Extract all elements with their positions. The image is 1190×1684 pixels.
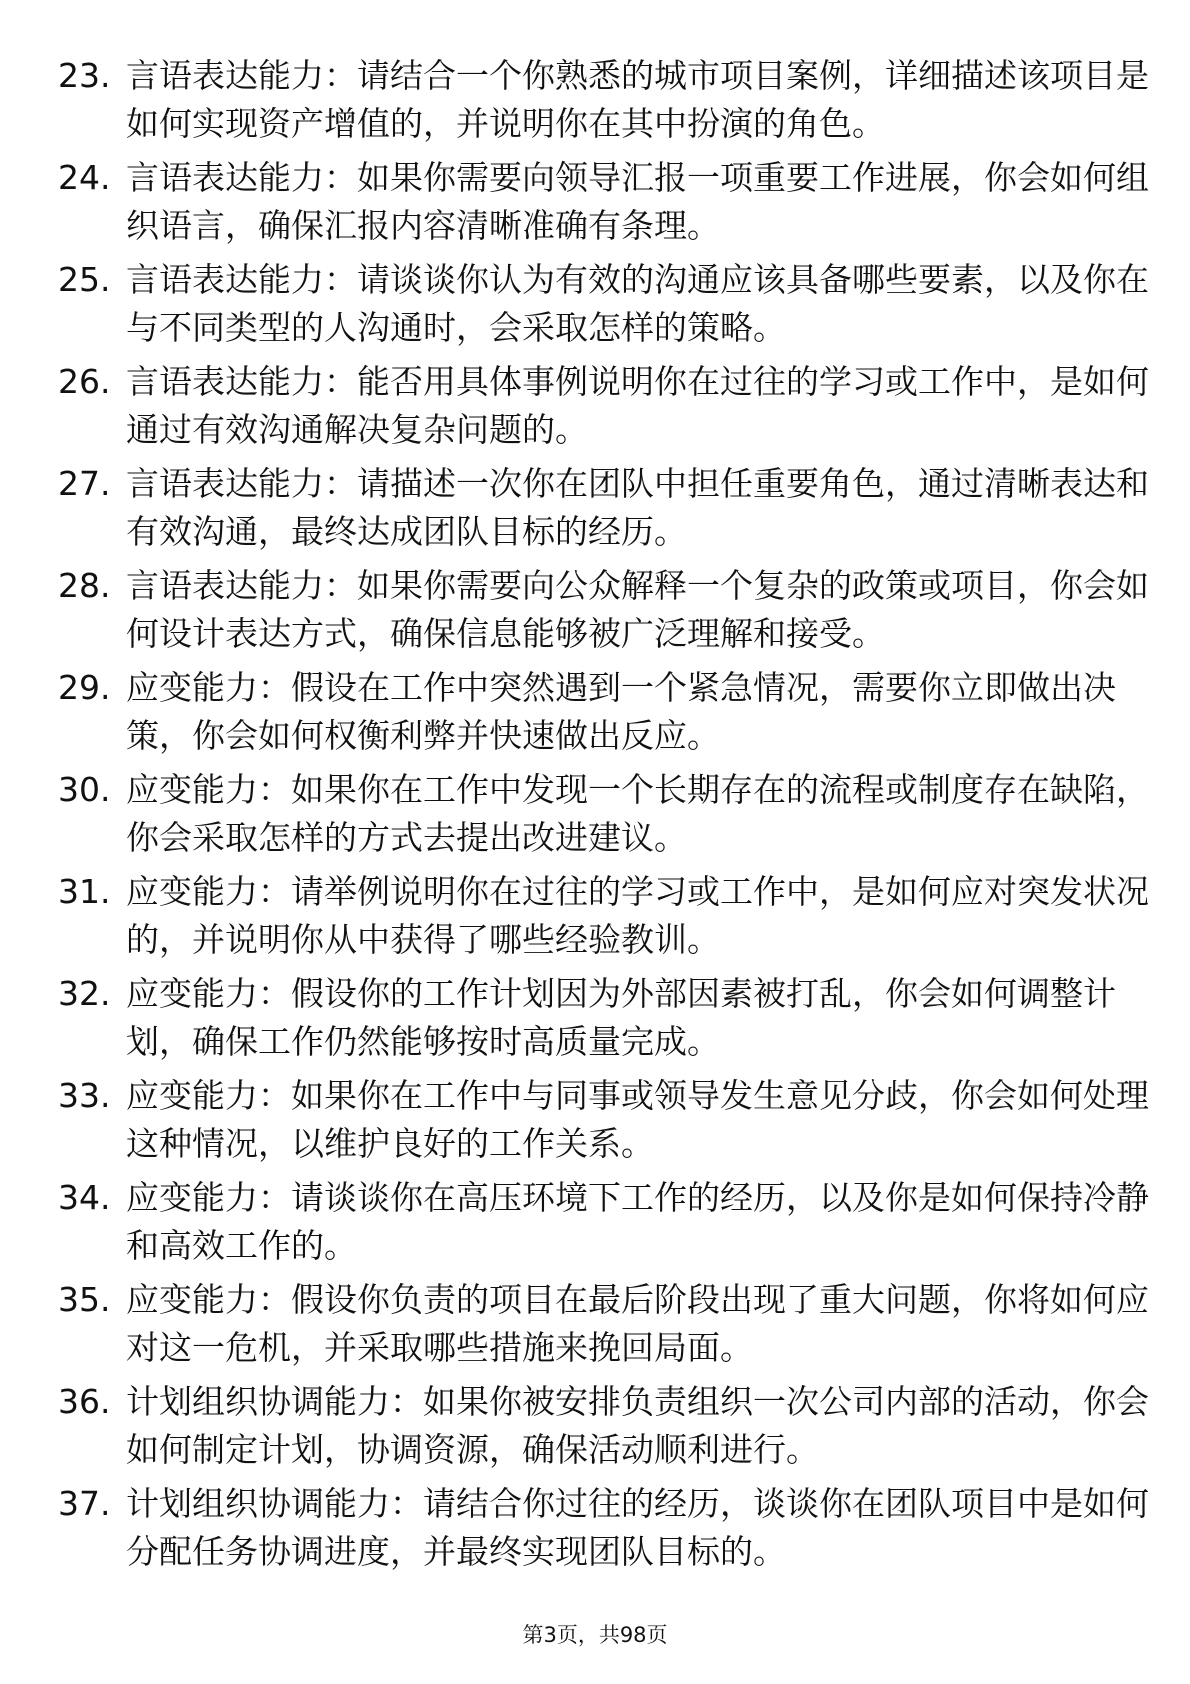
question-number: 26. [58, 362, 111, 401]
question-list [58, 52, 1149, 1582]
question-text: 应变能力：假设你的工作计划因为外部因素被打乱，你会如何调整计划，确保工作仍然能够按时高质量完成。 [126, 974, 1116, 1061]
question-text: 应变能力：请举例说明你在过往的学习或工作中，是如何应对突发状况的，并说明你从中获得了哪些经验教训。 [126, 872, 1149, 959]
question-number: 28. [58, 566, 111, 605]
question-text: 计划组织协调能力：请结合你过往的经历，谈谈你在团队项目中是如何分配任务协调进度，并最终实现团队目标的。 [126, 1484, 1149, 1571]
question-number: 37. [58, 1484, 111, 1523]
question-number: 25. [58, 260, 111, 299]
question-text: 言语表达能力：请结合一个你熟悉的城市项目案例，详细描述该项目是如何实现资产增值的，并说明你在其中扮演的角色。 [126, 56, 1149, 143]
question-item [58, 52, 1149, 154]
question-item [58, 256, 1149, 358]
question-item [58, 970, 1118, 1072]
question-number: 35. [58, 1280, 111, 1319]
question-item [58, 1276, 1149, 1378]
question-item [58, 868, 1149, 970]
question-text: 应变能力：如果你在工作中发现一个长期存在的流程或制度存在缺陷，你会采取怎样的方式去提出改进建议。 [126, 770, 1149, 857]
question-item [58, 460, 1149, 562]
question-item [58, 154, 1149, 256]
question-number: 23. [58, 56, 111, 95]
question-item [58, 1480, 1149, 1582]
question-item [58, 358, 1149, 460]
question-item [58, 664, 1118, 766]
question-item [58, 1072, 1149, 1174]
question-item [58, 766, 1149, 868]
question-number: 27. [58, 464, 111, 503]
question-number: 33. [58, 1076, 111, 1115]
question-item [58, 562, 1149, 664]
question-text: 应变能力：如果你在工作中与同事或领导发生意见分歧，你会如何处理这种情况，以维护良好的工作关系。 [126, 1076, 1149, 1163]
question-item [58, 1378, 1149, 1480]
question-number: 24. [58, 158, 111, 197]
question-text: 应变能力：请谈谈你在高压环境下工作的经历，以及你是如何保持冷静和高效工作的。 [126, 1178, 1149, 1265]
question-number: 36. [58, 1382, 111, 1421]
question-text: 言语表达能力：请描述一次你在团队中担任重要角色，通过清晰表达和有效沟通，最终达成团队目标的经历。 [126, 464, 1149, 551]
question-number: 31. [58, 872, 111, 911]
question-item [58, 1174, 1149, 1276]
question-number: 34. [58, 1178, 111, 1217]
page-footer: 第3页，共98页 [522, 1623, 668, 1647]
question-text: 言语表达能力：请谈谈你认为有效的沟通应该具备哪些要素，以及你在与不同类型的人沟通时，会采取怎样的策略。 [126, 260, 1149, 347]
question-number: 32. [58, 974, 111, 1013]
question-text: 言语表达能力：如果你需要向领导汇报一项重要工作进展，你会如何组织语言，确保汇报内容清晰准确有条理。 [126, 158, 1149, 245]
question-text: 计划组织协调能力：如果你被安排负责组织一次公司内部的活动，你会如何制定计划，协调资源，确保活动顺利进行。 [126, 1382, 1149, 1469]
question-text: 应变能力：假设你负责的项目在最后阶段出现了重大问题，你将如何应对这一危机，并采取哪些措施来挽回局面。 [126, 1280, 1149, 1367]
question-text: 应变能力：假设在工作中突然遇到一个紧急情况，需要你立即做出决策，你会如何权衡利弊并快速做出反应。 [126, 668, 1116, 755]
question-text: 言语表达能力：如果你需要向公众解释一个复杂的政策或项目，你会如何设计表达方式，确保信息能够被广泛理解和接受。 [126, 566, 1149, 653]
question-number: 30. [58, 770, 111, 809]
question-number: 29. [58, 668, 111, 707]
question-text: 言语表达能力：能否用具体事例说明你在过往的学习或工作中，是如何通过有效沟通解决复杂问题的。 [126, 362, 1149, 449]
